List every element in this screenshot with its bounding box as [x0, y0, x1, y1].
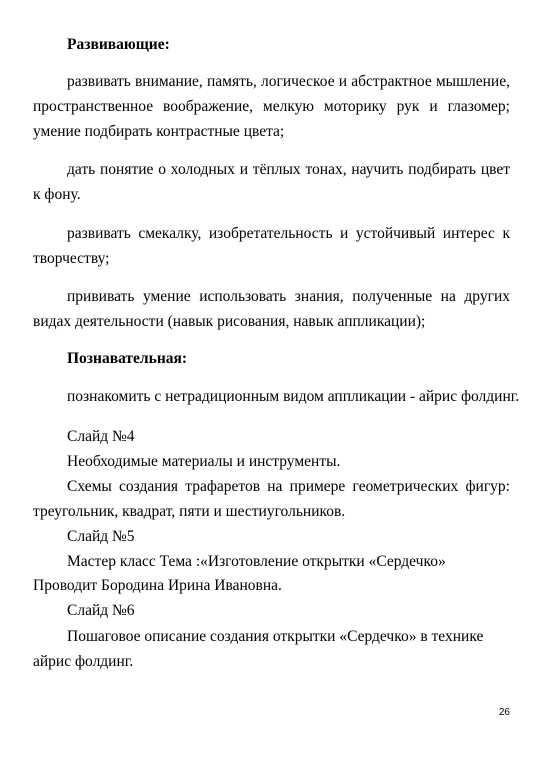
slide-6-label: Слайд №6: [67, 602, 135, 619]
paragraph-cognitive: познакомить с нетрадиционным видом аппликации - айрис фолдинг.: [67, 388, 520, 405]
paragraph-step-by-step: Пошаговое описание создания открытки «Сердечко» в технике айрис фолдинг.: [33, 628, 484, 670]
slide-4-label: Слайд №4: [67, 428, 135, 445]
page-number: 26: [498, 707, 510, 718]
paragraph-developing-3: развивать смекалку, изобретательность и устойчивый интерес к творчеству;: [33, 225, 510, 267]
heading-developing: Развивающие:: [67, 36, 170, 53]
materials-line: Необходимые материалы и инструменты.: [67, 453, 341, 470]
heading-cognitive: Познавательная:: [67, 350, 188, 367]
presenter-line: Проводит Бородина Ирина Ивановна.: [33, 577, 282, 594]
paragraph-developing-1: развивать внимание, память, логическое и абстрактное мышление, пространственное воображение, мелкую моторику рук и глазомер; умение подбирать контрастные цвета;: [33, 73, 510, 140]
master-class-line: Мастер класс Тема :«Изготовление открытки «Сердечко»: [67, 553, 446, 570]
paragraph-developing-4: прививать умение использовать знания, полученные на других видах деятельности (навык рисования, навык аппликации);: [33, 288, 510, 330]
paragraph-developing-2: дать понятие о холодных и тёплых тонах, научить подбирать цвет к фону.: [33, 161, 510, 203]
paragraph-stencils: Схемы создания трафаретов на примере геометрических фигур: треугольник, квадрат, пяти и шестиугольников.: [33, 478, 510, 520]
slide-5-label: Слайд №5: [67, 528, 135, 545]
